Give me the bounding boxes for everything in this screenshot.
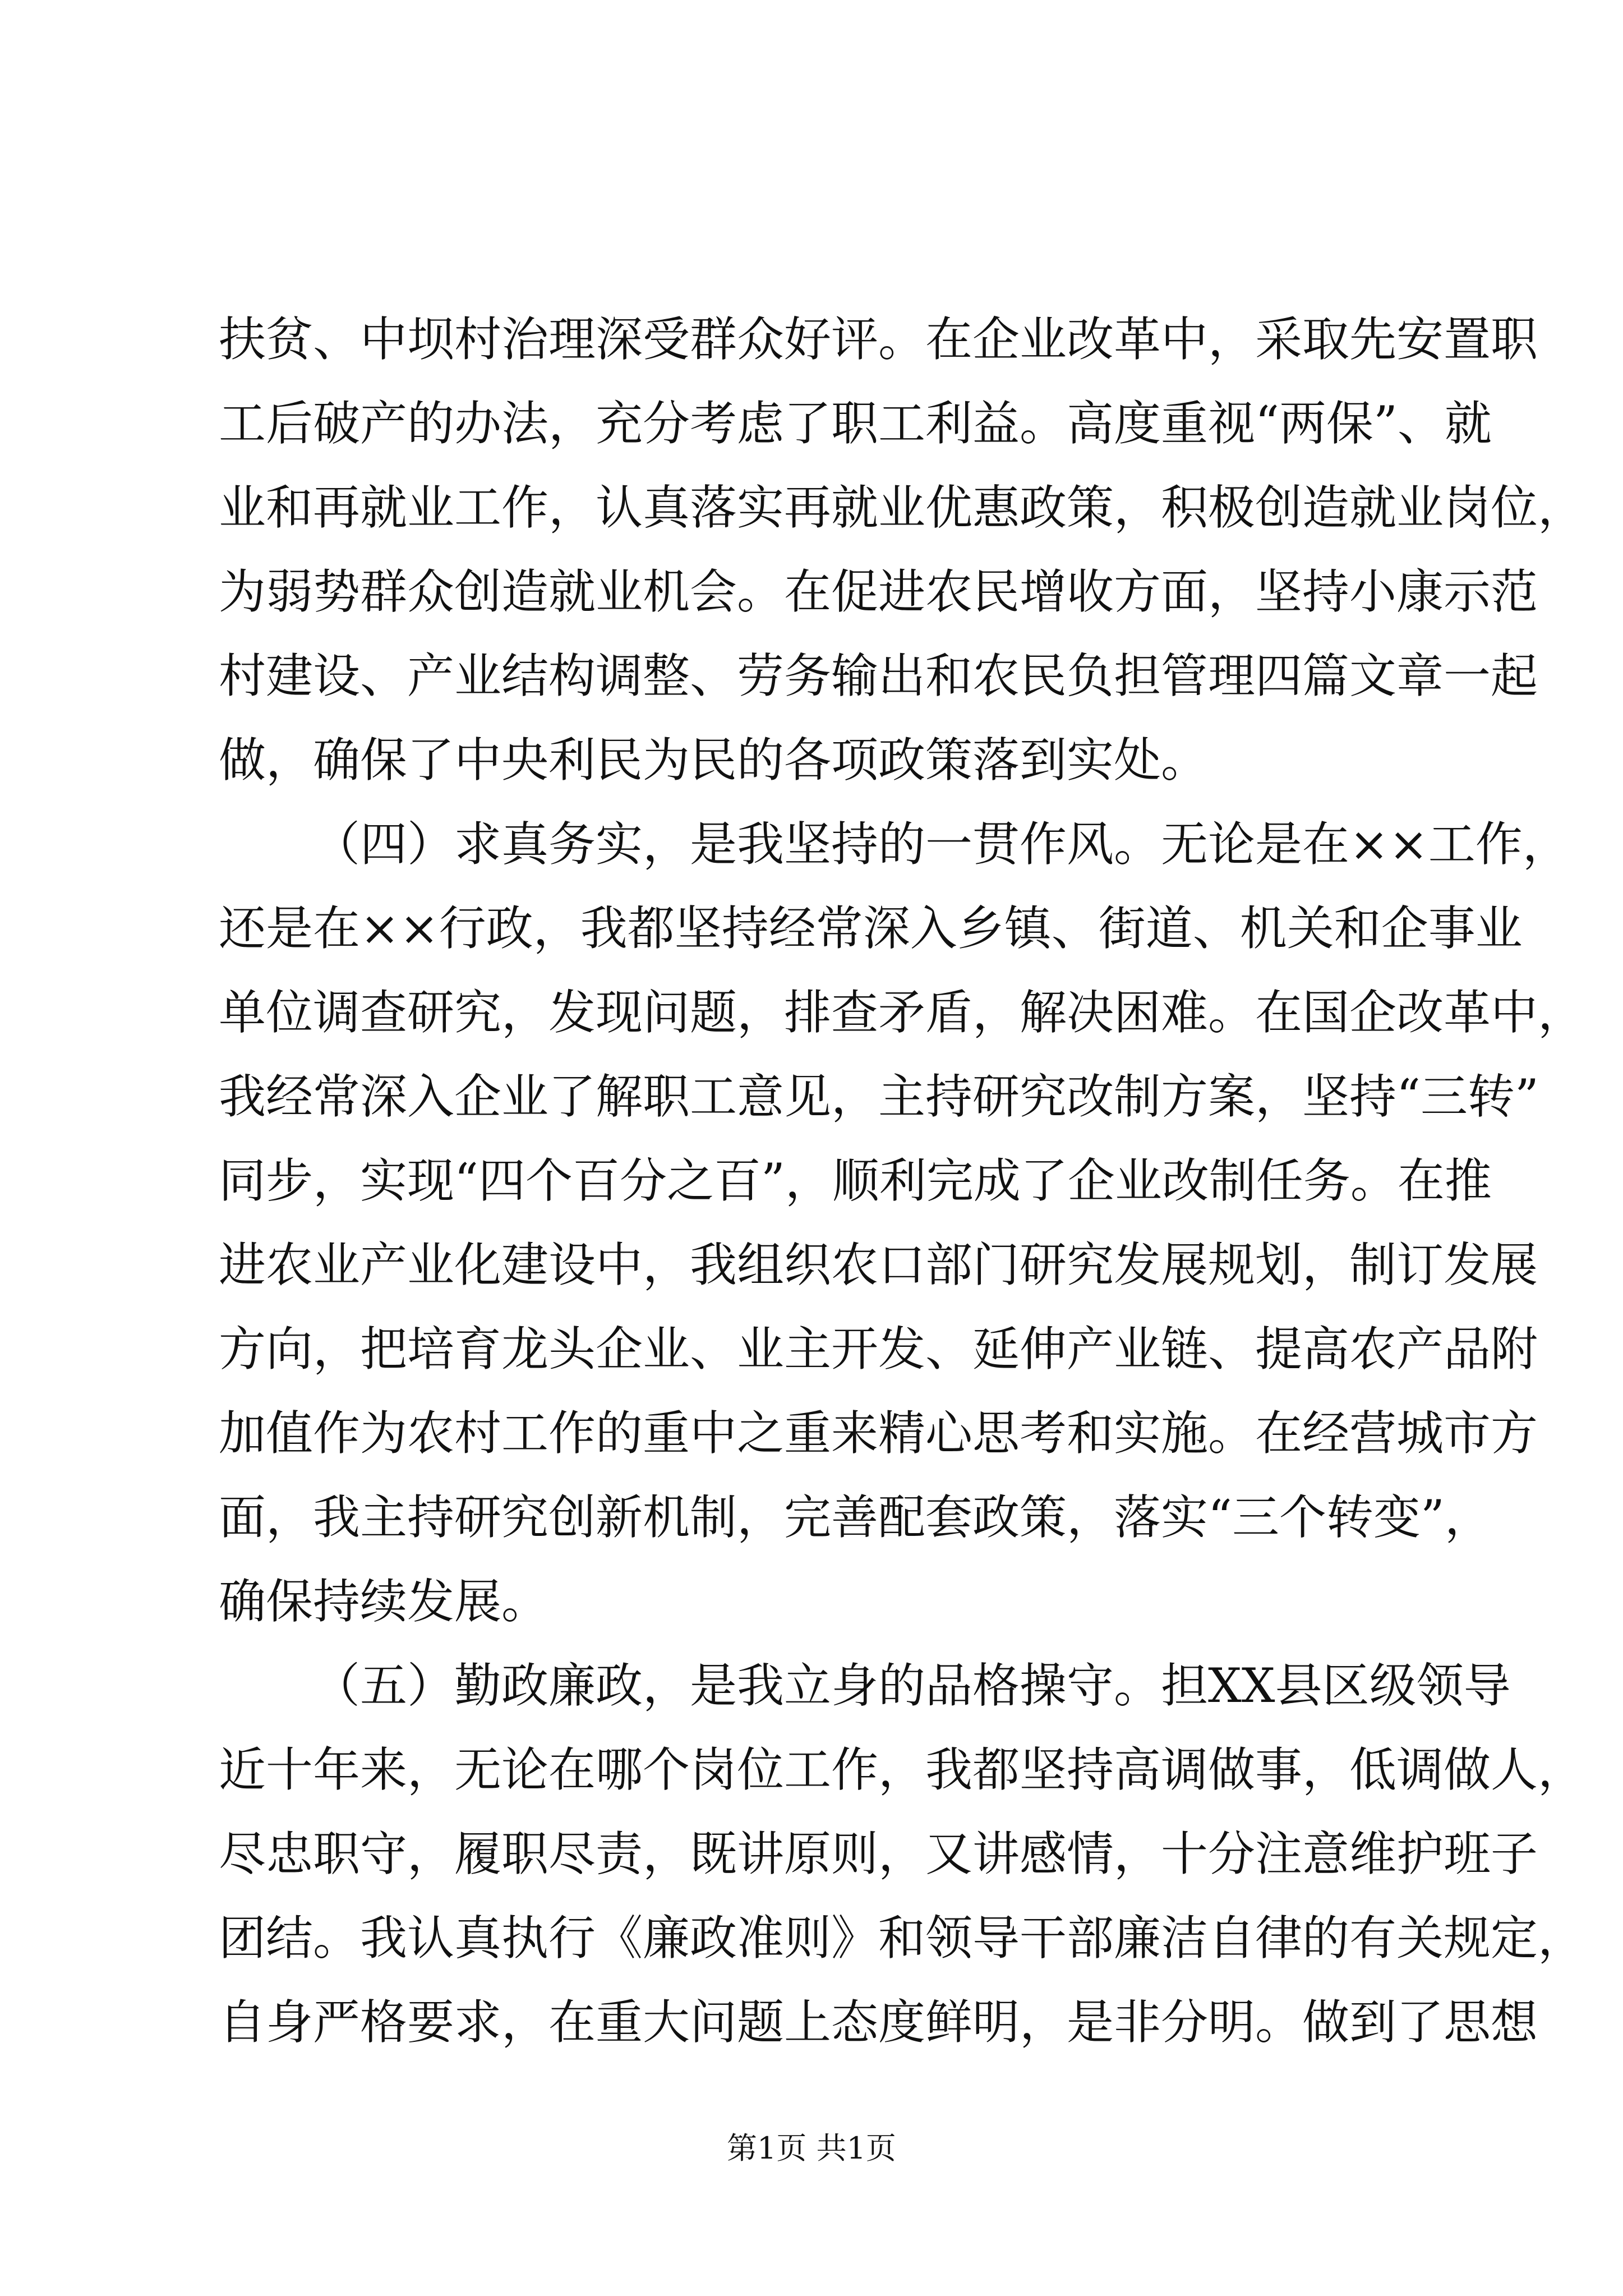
line-text: （四）求真务实，是我坚持的一贯作风。无论是在××工作， xyxy=(313,817,1570,872)
line-text: 进农业产业化建设中，我组织农口部门研究发展规划，制订发展 xyxy=(219,1237,1538,1292)
line-text: 单位调查研究，发现问题，排查矛盾，解决困难。在国企改革中， xyxy=(219,985,1585,1040)
line-text: 确保持续发展。 xyxy=(219,1574,549,1629)
line-text: 为弱势群众创造就业机会。在促进农民增收方面，坚持小康示范 xyxy=(219,564,1538,619)
line-text: 加值作为农村工作的重中之重来精心思考和实施。在经营城市方 xyxy=(219,1406,1538,1461)
line-text: 近十年来，无论在哪个岗位工作，我都坚持高调做事，低调做人， xyxy=(219,1742,1585,1797)
line-text: 工后破产的办法，充分考虑了职工利益。高度重视“两保”、就 xyxy=(219,396,1492,451)
line-text: 还是在××行政，我都坚持经常深入乡镇、街道、机关和企事业 xyxy=(219,901,1523,956)
line-text: 方向，把培育龙头企业、业主开发、延伸产业链、提高农产品附 xyxy=(219,1322,1538,1377)
line-text: 尽忠职守，履职尽责，既讲原则，又讲感情，十分注意维护班子 xyxy=(219,1826,1538,1881)
line-text: 做，确保了中央利民为民的各项政策落到实处。 xyxy=(219,733,1209,788)
line-text: 团结。我认真执行《廉政准则》和领导干部廉洁自律的有关规定， xyxy=(219,1911,1585,1966)
line-text: 我经常深入企业了解职工意见，主持研究改制方案，坚持“三转” xyxy=(219,1069,1539,1124)
line-text: 自身严格要求，在重大问题上态度鲜明，是非分明。做到了思想 xyxy=(219,1995,1538,2050)
line-text: 扶贫、中坝村治理深受群众好评。在企业改革中，采取先安置职 xyxy=(219,312,1538,367)
line-text: 面，我主持研究创新机制，完善配套政策，落实“三个转变”， xyxy=(219,1490,1492,1545)
line-text: 业和再就业工作，认真落实再就业优惠政策，积极创造就业岗位， xyxy=(219,480,1585,535)
line-text: 同步，实现“四个百分之百”，顺利完成了企业改制任务。在推 xyxy=(219,1153,1492,1208)
line-text: （五）勤政廉政，是我立身的品格操守。担XX县区级领导 xyxy=(313,1658,1511,1713)
line-text: 村建设、产业结构调整、劳务输出和农民负担管理四篇文章一起 xyxy=(219,648,1538,703)
page-footer: 第1页 共1页 xyxy=(727,2131,896,2166)
